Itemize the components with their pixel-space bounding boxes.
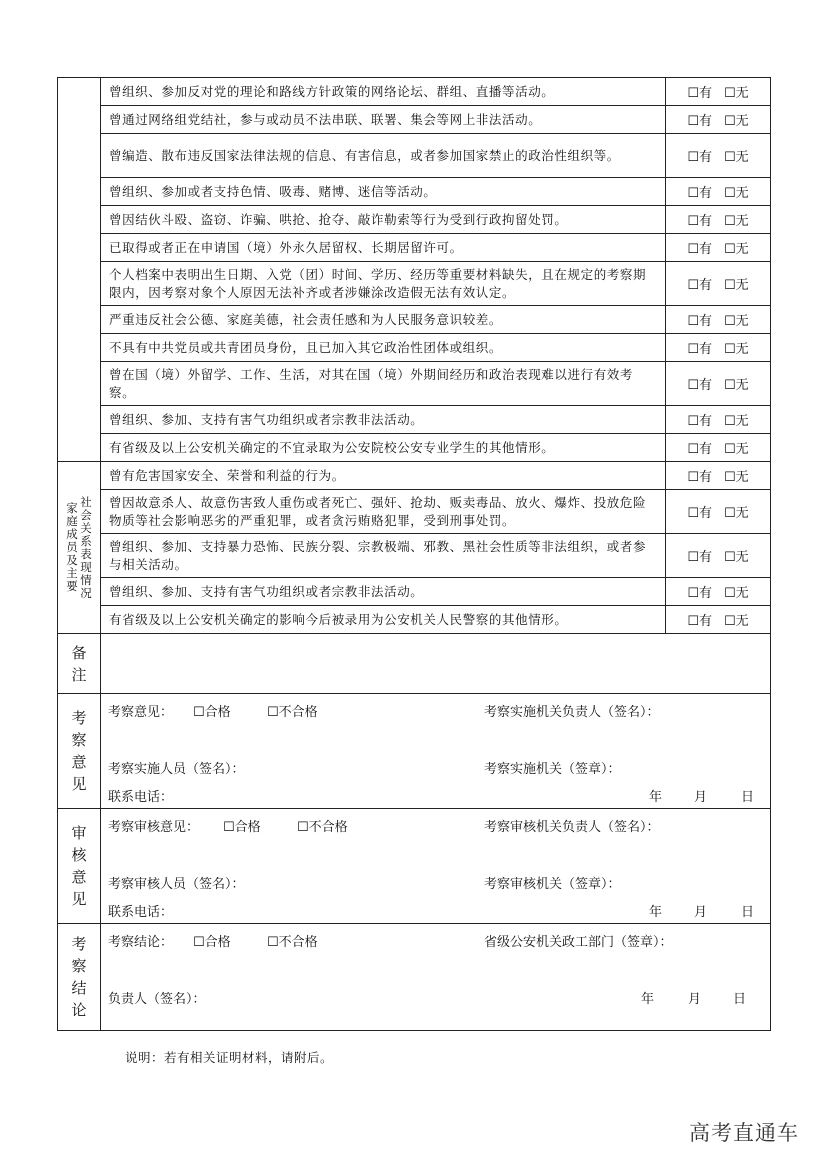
- option-yes-checkbox[interactable]: ☐有: [687, 506, 712, 521]
- remark-label: [58, 634, 101, 694]
- yes-no-options: [666, 462, 771, 490]
- option-yes-checkbox[interactable]: ☐有: [687, 614, 712, 629]
- label-char: 意: [71, 753, 87, 771]
- criteria-row: [58, 306, 771, 334]
- audit-label: [58, 809, 101, 924]
- criteria-row: [58, 462, 771, 490]
- option-yes-checkbox[interactable]: ☐有: [687, 186, 712, 201]
- label-char: 家: [66, 501, 78, 515]
- label-char: 要: [66, 579, 78, 593]
- criteria-row: [58, 606, 771, 634]
- criteria-row: [58, 534, 771, 578]
- yes-no-options: [666, 78, 771, 106]
- month-label: 月: [688, 992, 702, 1007]
- option-no-checkbox[interactable]: ☐无: [724, 470, 749, 485]
- option-no-checkbox[interactable]: ☐无: [724, 186, 749, 201]
- phone-label: 联系电话：: [108, 905, 174, 920]
- option-no-checkbox[interactable]: ☐无: [724, 150, 749, 165]
- label-char: 见: [71, 775, 87, 793]
- option-no-checkbox[interactable]: ☐无: [724, 414, 749, 429]
- criteria-row: [58, 262, 771, 306]
- criteria-row: [58, 406, 771, 434]
- label-char: 主: [66, 566, 78, 580]
- review-label: [58, 694, 101, 809]
- label-char: 论: [71, 1001, 87, 1019]
- label-char: 结: [71, 979, 87, 997]
- option-no-checkbox[interactable]: ☐无: [724, 214, 749, 229]
- remark-row: [58, 634, 771, 694]
- yes-no-options: [666, 534, 771, 578]
- label-char: 社: [80, 494, 92, 509]
- label-char: 会: [80, 507, 92, 522]
- day-label: 日: [733, 992, 747, 1007]
- footnote: 说明：若有相关证明材料，请附后。: [125, 1050, 334, 1065]
- staff-signature-label: 考察实施人员（签名）：: [108, 762, 245, 777]
- yes-no-options: [666, 490, 771, 534]
- yes-no-options: [666, 106, 771, 134]
- option-no-checkbox[interactable]: ☐无: [724, 586, 749, 601]
- remark-field[interactable]: [101, 634, 771, 694]
- criteria-text: 曾在国（境）外留学、工作、生活，对其在国（境）外期间经历和政治表现难以进行有效考察。: [101, 362, 666, 406]
- option-yes-checkbox[interactable]: ☐有: [687, 86, 712, 101]
- option-yes-checkbox[interactable]: ☐有: [687, 342, 712, 357]
- criteria-row: [58, 578, 771, 606]
- pass-checkbox[interactable]: ☐合格: [193, 935, 231, 950]
- yes-no-options: [666, 262, 771, 306]
- head-signature-label: 负责人（签名）：: [108, 992, 206, 1007]
- fail-checkbox[interactable]: ☐不合格: [267, 705, 318, 720]
- pass-checkbox[interactable]: ☐合格: [223, 820, 261, 835]
- personal-section-label: [58, 78, 101, 462]
- label-char: 庭: [66, 514, 78, 528]
- label-char: 注: [71, 665, 87, 684]
- screening-table: [57, 77, 771, 1031]
- audit-content: [101, 809, 770, 923]
- label-char: 意: [71, 868, 87, 886]
- phone-label: 联系电话：: [108, 790, 174, 805]
- criteria-row: [58, 134, 771, 178]
- family-section-label: [58, 462, 101, 634]
- label-char: 情: [80, 572, 92, 587]
- criteria-text: 曾组织、参加、支持有害气功组织或者宗教非法活动。: [101, 406, 666, 434]
- dept-seal-label: 省级公安机关政工部门（签章）：: [484, 935, 673, 950]
- criteria-text: 有省级及以上公安机关确定的不宜录取为公安院校公安专业学生的其他情形。: [101, 434, 666, 462]
- conclusion-row: [58, 924, 771, 1031]
- yes-no-options: [666, 434, 771, 462]
- option-no-checkbox[interactable]: ☐无: [724, 342, 749, 357]
- criteria-text: 个人档案中表明出生日期、入党（团）时间、学历、经历等重要材料缺失，且在规定的考察期限内，因考察对象个人原因无法补齐或者涉嫌涂改造假无法有效认定。: [101, 262, 666, 306]
- option-yes-checkbox[interactable]: ☐有: [687, 442, 712, 457]
- criteria-row: [58, 334, 771, 362]
- criteria-row: [58, 434, 771, 462]
- conclusion-label: [58, 924, 101, 1031]
- option-no-checkbox[interactable]: ☐无: [724, 278, 749, 293]
- day-label: 日: [741, 790, 755, 805]
- label-char: 现: [80, 559, 92, 574]
- staff-signature-label: 考察审核人员（签名）：: [108, 877, 245, 892]
- label-char: 察: [71, 957, 87, 975]
- criteria-row: [58, 106, 771, 134]
- label-column: [65, 502, 79, 593]
- conclusion-content: [101, 924, 770, 1030]
- org-seal-label: 考察实施机关（签章）：: [484, 762, 621, 777]
- label-char: 员: [66, 540, 78, 554]
- yes-no-options: [666, 406, 771, 434]
- criteria-text: 已取得或者正在申请国（境）外永久居留权、长期居留许可。: [101, 234, 666, 262]
- review-row: [58, 694, 771, 809]
- opinion-label: 考察审核意见：: [108, 820, 200, 835]
- criteria-row: [58, 362, 771, 406]
- option-yes-checkbox[interactable]: ☐有: [687, 414, 712, 429]
- option-yes-checkbox[interactable]: ☐有: [687, 586, 712, 601]
- month-label: 月: [694, 790, 708, 805]
- label-char: 表: [80, 546, 92, 561]
- option-no-checkbox[interactable]: ☐无: [724, 86, 749, 101]
- option-no-checkbox[interactable]: ☐无: [724, 614, 749, 629]
- review-content: [101, 694, 770, 808]
- criteria-row: [58, 490, 771, 534]
- head-signature-label: 考察审核机关负责人（签名）：: [484, 820, 660, 835]
- option-yes-checkbox[interactable]: ☐有: [687, 278, 712, 293]
- label-char: 及: [66, 553, 78, 567]
- option-no-checkbox[interactable]: ☐无: [724, 378, 749, 393]
- criteria-text: 曾组织、参加、支持暴力恐怖、民族分裂、宗教极端、邪教、黑社会性质等非法组织，或者参与相关活动。: [101, 534, 666, 578]
- conclusion-label-text: 考察结论：: [108, 935, 174, 950]
- fail-checkbox[interactable]: ☐不合格: [267, 935, 318, 950]
- yes-no-options: [666, 334, 771, 362]
- year-label: 年: [649, 790, 663, 805]
- yes-no-options: [666, 306, 771, 334]
- opinion-label: 考察意见：: [108, 705, 174, 720]
- criteria-row: [58, 78, 771, 106]
- criteria-text: 曾因结伙斗殴、盗窃、诈骗、哄抢、抢夺、敲诈勒索等行为受到行政拘留处罚。: [101, 206, 666, 234]
- option-no-checkbox[interactable]: ☐无: [724, 442, 749, 457]
- criteria-row: [58, 234, 771, 262]
- yes-no-options: [666, 234, 771, 262]
- label-char: 审: [71, 824, 87, 842]
- label-char: 成: [66, 527, 78, 541]
- option-no-checkbox[interactable]: ☐无: [724, 114, 749, 129]
- yes-no-options: [666, 606, 771, 634]
- label-char: 察: [71, 731, 87, 749]
- criteria-text: 有省级及以上公安机关确定的影响今后被录用为公安机关人民警察的其他情形。: [101, 606, 666, 634]
- form-sheet: [57, 77, 770, 1031]
- option-yes-checkbox[interactable]: ☐有: [687, 470, 712, 485]
- criteria-text: 曾因故意杀人、故意伤害致人重伤或者死亡、强奸、抢劫、贩卖毒品、放火、爆炸、投放危险物质等社会影响恶劣的严重犯罪，或者贪污贿赂犯罪，受到刑事处罚。: [101, 490, 666, 534]
- option-yes-checkbox[interactable]: ☐有: [687, 114, 712, 129]
- label-char: 考: [71, 935, 87, 953]
- label-char: 况: [80, 585, 92, 600]
- criteria-text: 不具有中共党员或共青团员身份，且已加入其它政治性团体或组织。: [101, 334, 666, 362]
- option-yes-checkbox[interactable]: ☐有: [687, 378, 712, 393]
- yes-no-options: [666, 362, 771, 406]
- pass-checkbox[interactable]: ☐合格: [193, 705, 231, 720]
- option-yes-checkbox[interactable]: ☐有: [687, 242, 712, 257]
- yes-no-options: [666, 178, 771, 206]
- option-no-checkbox[interactable]: ☐无: [724, 242, 749, 257]
- head-signature-label: 考察实施机关负责人（签名）：: [484, 705, 660, 720]
- option-no-checkbox[interactable]: ☐无: [724, 506, 749, 521]
- fail-checkbox[interactable]: ☐不合格: [297, 820, 348, 835]
- criteria-text: 曾有危害国家安全、荣誉和利益的行为。: [101, 462, 666, 490]
- option-yes-checkbox[interactable]: ☐有: [687, 314, 712, 329]
- criteria-text: 曾组织、参加反对党的理论和路线方针政策的网络论坛、群组、直播等活动。: [101, 78, 666, 106]
- label-char: 见: [71, 890, 87, 908]
- option-yes-checkbox[interactable]: ☐有: [687, 550, 712, 565]
- audit-row: [58, 809, 771, 924]
- option-yes-checkbox[interactable]: ☐有: [687, 150, 712, 165]
- label-char: 考: [71, 709, 87, 727]
- criteria-row: [58, 178, 771, 206]
- criteria-row: [58, 206, 771, 234]
- label-char: 系: [80, 533, 92, 548]
- option-no-checkbox[interactable]: ☐无: [724, 314, 749, 329]
- org-seal-label: 考察审核机关（签章）：: [484, 877, 621, 892]
- yes-no-options: [666, 206, 771, 234]
- watermark-brand: 高考直通车: [689, 1121, 799, 1145]
- criteria-text: 曾通过网络组党结社，参与或动员不法串联、联署、集会等网上非法活动。: [101, 106, 666, 134]
- criteria-text: 曾组织、参加、支持有害气功组织或者宗教非法活动。: [101, 578, 666, 606]
- criteria-text: 曾编造、散布违反国家法律法规的信息、有害信息，或者参加国家禁止的政治性组织等。: [101, 134, 666, 178]
- year-label: 年: [641, 992, 655, 1007]
- criteria-text: 曾组织、参加或者支持色情、吸毒、赌博、迷信等活动。: [101, 178, 666, 206]
- option-no-checkbox[interactable]: ☐无: [724, 550, 749, 565]
- yes-no-options: [666, 134, 771, 178]
- label-char: 备: [71, 643, 87, 662]
- label-char: 关: [80, 520, 92, 535]
- month-label: 月: [694, 905, 708, 920]
- label-column: [79, 496, 93, 600]
- criteria-text: 严重违反社会公德、家庭美德，社会责任感和为人民服务意识较差。: [101, 306, 666, 334]
- year-label: 年: [649, 905, 663, 920]
- option-yes-checkbox[interactable]: ☐有: [687, 214, 712, 229]
- label-char: 核: [71, 846, 87, 864]
- yes-no-options: [666, 578, 771, 606]
- day-label: 日: [741, 905, 755, 920]
